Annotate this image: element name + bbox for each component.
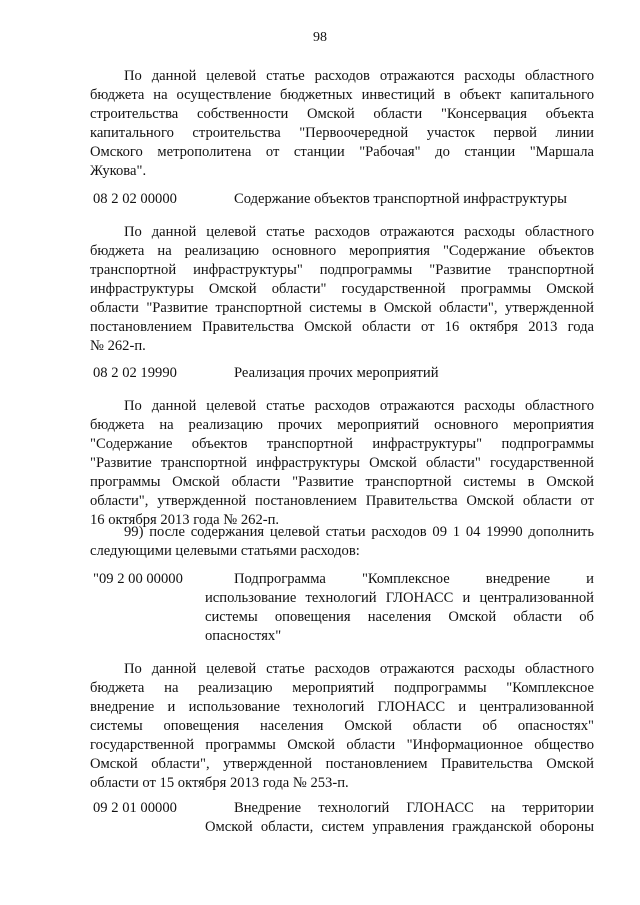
paragraph-line: № 262-п. <box>90 338 146 354</box>
section-title: Содержание объектов транспортной инфраструктуры <box>234 191 567 207</box>
paragraph-line: По данной целевой статье расходов отражаются расходы областного <box>124 398 594 414</box>
paragraph-line: постановлением Правительства Омской области от 16 октября 2013 года <box>90 319 594 335</box>
section-title: Омской области, систем управления гражданской обороны <box>205 819 594 835</box>
paragraph-line: По данной целевой статье расходов отражаются расходы областного <box>124 68 594 84</box>
paragraph-line: транспортной инфраструктуры" подпрограммы "Развитие транспортной <box>90 262 594 278</box>
paragraph-line: По данной целевой статье расходов отражаются расходы областного <box>124 661 594 677</box>
paragraph-line: внедрение и использование технологий ГЛОНАСС и централизованной <box>90 699 594 715</box>
paragraph-line: Жукова". <box>90 163 147 179</box>
budget-code: 09 2 01 00000 <box>93 800 177 816</box>
paragraph-line: По данной целевой статье расходов отражаются расходы областного <box>124 224 594 240</box>
paragraph-line: 16 октября 2013 года № 262-п. <box>90 512 280 528</box>
section-title: опасностях" <box>205 628 282 644</box>
paragraph-line: строительства собственности Омской области "Консервация объекта <box>90 106 594 122</box>
paragraph-line: "Содержание объектов транспортной инфраструктуры" подпрограммы <box>90 436 594 452</box>
page-number: 98 <box>313 30 327 45</box>
section-title: Реализация прочих мероприятий <box>234 365 439 381</box>
paragraph-line: области от 15 октября 2013 года № 253-п. <box>90 775 349 791</box>
section-title: системы оповещения населения Омской области об <box>205 609 594 625</box>
paragraph-line: капитального строительства "Первоочередной участок первой линии <box>90 125 594 141</box>
paragraph-line: бюджета на реализацию прочих мероприятий основного мероприятия <box>90 417 594 433</box>
paragraph-line: государственной программы Омской области "Информационное общество <box>90 737 594 753</box>
section-title: Внедрение технологий ГЛОНАСС на территории <box>234 800 594 816</box>
budget-code: 08 2 02 00000 <box>93 191 177 207</box>
paragraph-line: программы Омской области "Развитие транспортной системы в Омской <box>90 474 594 490</box>
paragraph-line: "Развитие транспортной инфраструктуры Омской области" государственной <box>90 455 594 471</box>
paragraph-line: следующими целевыми статьями расходов: <box>90 543 360 559</box>
paragraph-line: области "Развитие транспортной системы в Омской области", утвержденной <box>90 300 594 316</box>
section-title: Подпрограмма "Комплексное внедрение и <box>234 571 594 587</box>
paragraph-line: 99) после содержания целевой статьи расходов 09 1 04 19990 дополнить <box>124 524 594 540</box>
paragraph-line: бюджета на реализацию мероприятий подпрограммы "Комплексное <box>90 680 594 696</box>
paragraph-line: бюджета на осуществление бюджетных инвестиций в объект капитального <box>90 87 594 103</box>
budget-code: "09 2 00 00000 <box>93 571 183 587</box>
paragraph-line: бюджета на реализацию основного мероприятия "Содержание объектов <box>90 243 594 259</box>
paragraph-line: системы оповещения населения Омской области об опасностях" <box>90 718 594 734</box>
section-title: использование технологий ГЛОНАСС и централизованной <box>205 590 594 606</box>
paragraph-line: Омского метрополитена от станции "Рабочая" до станции "Маршала <box>90 144 594 160</box>
paragraph-line: Омской области", утвержденной постановлением Правительства Омской <box>90 756 594 772</box>
budget-code: 08 2 02 19990 <box>93 365 177 381</box>
paragraph-line: области", утвержденной постановлением Правительства Омской области от <box>90 493 594 509</box>
paragraph-line: инфраструктуры Омской области" государственной программы Омской <box>90 281 594 297</box>
